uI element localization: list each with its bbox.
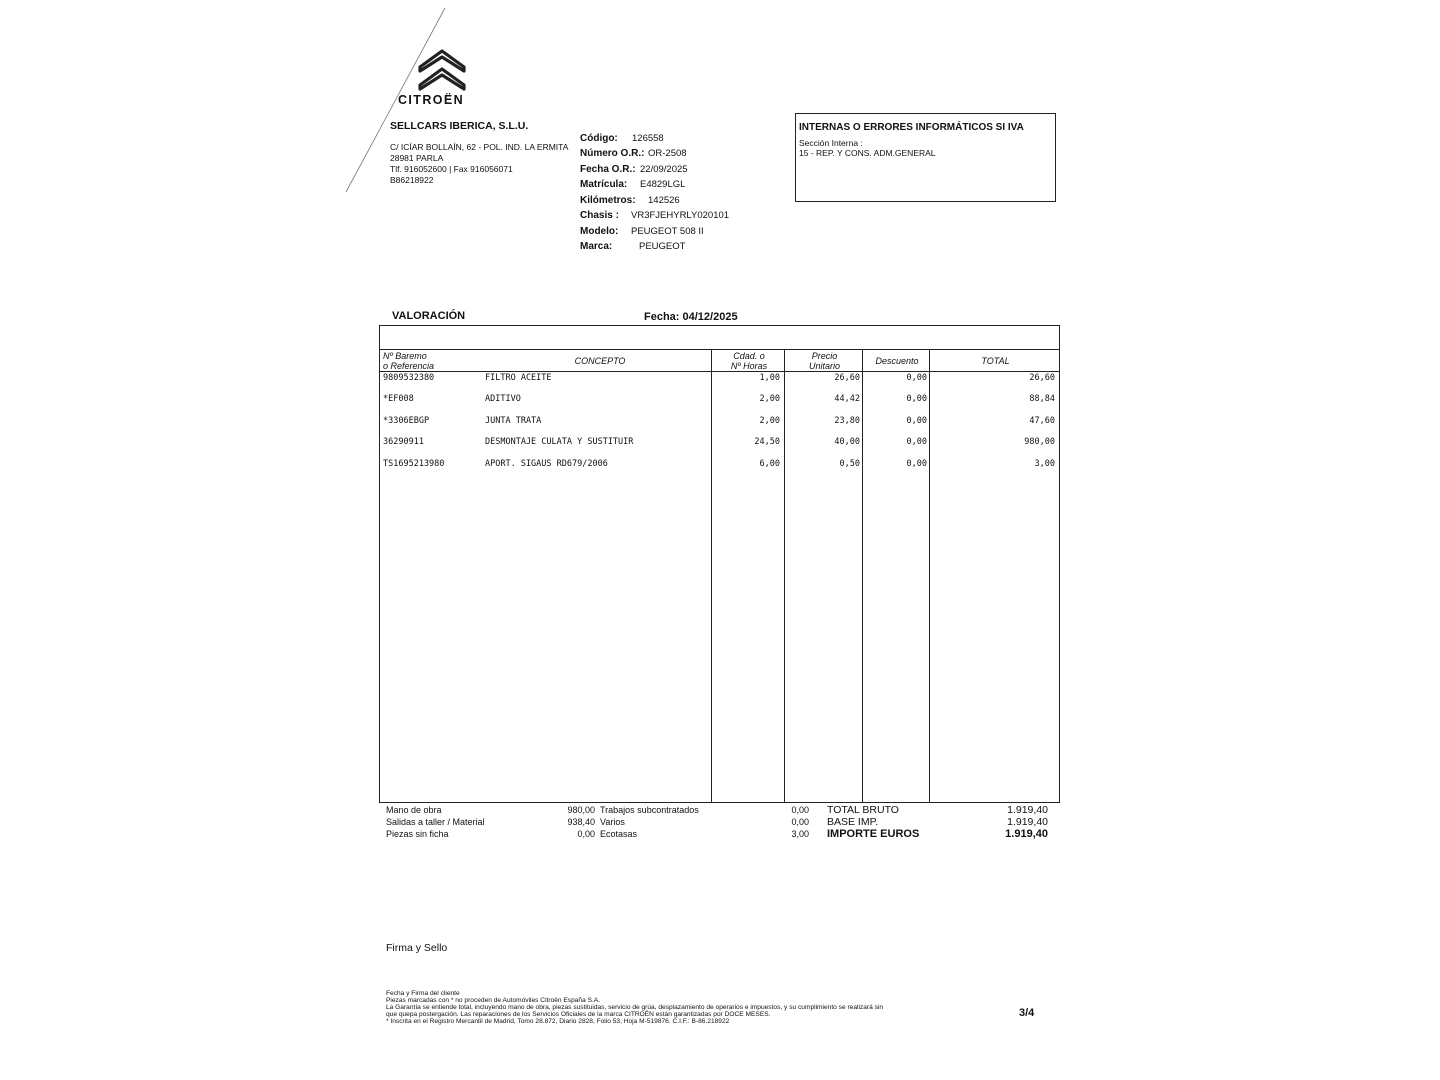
kilometros-label: Kilómetros: (580, 195, 636, 206)
codigo-label: Código: (580, 133, 618, 144)
row-cantidad: 24,50 (754, 437, 780, 447)
row-concepto: FILTRO ACEITE (485, 373, 552, 383)
firma-sello-label: Firma y Sello (386, 942, 448, 954)
marca-value: PEUGEOT (639, 241, 686, 252)
row-descuento: 0,00 (906, 437, 927, 447)
footer-line: Fecha y Firma del cliente (386, 990, 460, 997)
row-cantidad: 2,00 (759, 394, 780, 404)
ecotasas-value: 3,00 (791, 829, 809, 839)
row-precio: 44,42 (834, 394, 860, 404)
row-cantidad: 6,00 (759, 459, 780, 469)
row-cantidad: 1,00 (759, 373, 780, 383)
row-ref: *EF008 (383, 394, 414, 404)
table-top-divider (380, 349, 1059, 350)
col-divider-concepto (711, 349, 712, 802)
row-precio: 0,50 (839, 459, 860, 469)
company-phone: Tlf. 916052600 | Fax 916056071 (390, 164, 513, 174)
row-total: 980,00 (1024, 437, 1055, 447)
row-total: 26,60 (1029, 373, 1055, 383)
table-header-divider (380, 371, 1059, 372)
piezas-sin-ficha-label: Piezas sin ficha (386, 829, 449, 839)
footer-line: * Inscrita en el Registro Mercantil de Madrid, Tomo 28.872, Diario 2828, Folio 53, Hoja M-519876. C.I.F.: B-86.218922 (386, 1018, 730, 1025)
numero-or-value: OR-2508 (648, 148, 687, 159)
header-precio: Precio Unitario (808, 351, 840, 371)
header-cantidad: Cdad. o Nº Horas (730, 351, 768, 371)
mano-obra-label: Mano de obra (386, 805, 442, 815)
chasis-label: Chasis : (580, 210, 619, 221)
row-precio: 40,00 (834, 437, 860, 447)
row-concepto: JUNTA TRATA (485, 416, 542, 426)
row-descuento: 0,00 (906, 416, 927, 426)
row-total: 47,60 (1029, 416, 1055, 426)
marca-label: Marca: (580, 241, 613, 252)
row-descuento: 0,00 (906, 373, 927, 383)
total-bruto-label: TOTAL BRUTO (827, 804, 899, 816)
company-name: SELLCARS IBERICA, S.L.U. (390, 120, 529, 132)
modelo-value: PEUGEOT 508 II (631, 226, 704, 237)
header-total: TOTAL (981, 356, 1010, 366)
fecha-or-value: 22/09/2025 (640, 164, 688, 175)
chasis-value: VR3FJEHYRLY020101 (631, 210, 730, 221)
row-concepto: APORT. SIGAUS RD679/2006 (485, 459, 608, 469)
citroen-wordmark: CITROËN (398, 93, 465, 107)
total-bruto-value: 1.919,40 (1007, 804, 1048, 816)
piezas-sin-ficha-value: 0,00 (577, 829, 595, 839)
row-concepto: ADITIVO (485, 394, 521, 404)
col-divider-cantidad (784, 349, 785, 802)
row-ref: 9809532380 (383, 373, 435, 383)
header-ref: Nº Baremo o Referencia (383, 351, 435, 371)
row-descuento: 0,00 (906, 394, 927, 404)
codigo-value: 126558 (632, 133, 664, 144)
matricula-value: E4829LGL (640, 179, 686, 190)
importe-euros-label: IMPORTE EUROS (827, 828, 920, 840)
row-total: 3,00 (1034, 459, 1055, 469)
row-descuento: 0,00 (906, 459, 927, 469)
modelo-label: Modelo: (580, 226, 619, 237)
company-address: C/ ICÍAR BOLLAÍN, 62 - POL. IND. LA ERMITA (390, 142, 569, 152)
row-precio: 23,80 (834, 416, 860, 426)
row-precio: 26,60 (834, 373, 860, 383)
salidas-material-label: Salidas a taller / Material (386, 817, 485, 827)
fecha-or-label: Fecha O.R.: (580, 164, 636, 175)
valoracion-title: VALORACIÓN (392, 310, 466, 322)
footer-line: que quepa postergación. Las reparaciones de los Servicios Oficiales de la marca CITROËN están garantizadas por DOCE MESES. (386, 1011, 771, 1018)
company-city: 28981 PARLA (390, 153, 444, 163)
row-ref: TS1695213980 (383, 459, 445, 469)
matricula-label: Matrícula: (580, 179, 628, 190)
base-imp-label: BASE IMP. (827, 816, 879, 828)
ecotasas-label: Ecotasas (600, 829, 638, 839)
footer-line: Piezas marcadas con * no proceden de Automóviles Citroën España S.A. (386, 997, 601, 1004)
subcontratados-value: 0,00 (791, 805, 809, 815)
col-divider-descuento (929, 349, 930, 802)
page-number: 3/4 (1019, 1007, 1035, 1019)
col-divider-precio (862, 349, 863, 802)
citroen-chevrons-logo (414, 45, 470, 93)
varios-value: 0,00 (791, 817, 809, 827)
header-descuento: Descuento (875, 356, 919, 366)
kilometros-value: 142526 (648, 195, 680, 206)
importe-euros-value: 1.919,40 (1005, 828, 1048, 840)
header-concepto: CONCEPTO (574, 356, 626, 366)
row-concepto: DESMONTAJE CULATA Y SUSTITUIR (485, 437, 634, 447)
row-total: 88,84 (1029, 394, 1055, 404)
row-cantidad: 2,00 (759, 416, 780, 426)
subcontratados-label: Trabajos subcontratados (600, 805, 699, 815)
numero-or-label: Número O.R.: (580, 148, 645, 159)
internal-title: INTERNAS O ERRORES INFORMÁTICOS SI IVA (799, 122, 1024, 133)
varios-label: Varios (600, 817, 625, 827)
row-ref: 36290911 (383, 437, 424, 447)
valoracion-date: Fecha: 04/12/2025 (644, 311, 738, 323)
footer-line: La Garantía se entiende total, incluyendo mano de obra, piezas sustituidas, servicio de grúa, desplazamiento de operarios e impuestos, y su cumplimiento se realizará sin (386, 1004, 884, 1011)
internal-section-value: 15 - REP. Y CONS. ADM.GENERAL (799, 148, 936, 158)
company-cif: B86218922 (390, 175, 434, 185)
base-imp-value: 1.919,40 (1007, 816, 1048, 828)
mano-obra-value: 980,00 (567, 805, 595, 815)
salidas-material-value: 938,40 (567, 817, 595, 827)
row-ref: *3306EBGP (383, 416, 430, 426)
internal-section-label: Sección Interna : (799, 138, 863, 148)
